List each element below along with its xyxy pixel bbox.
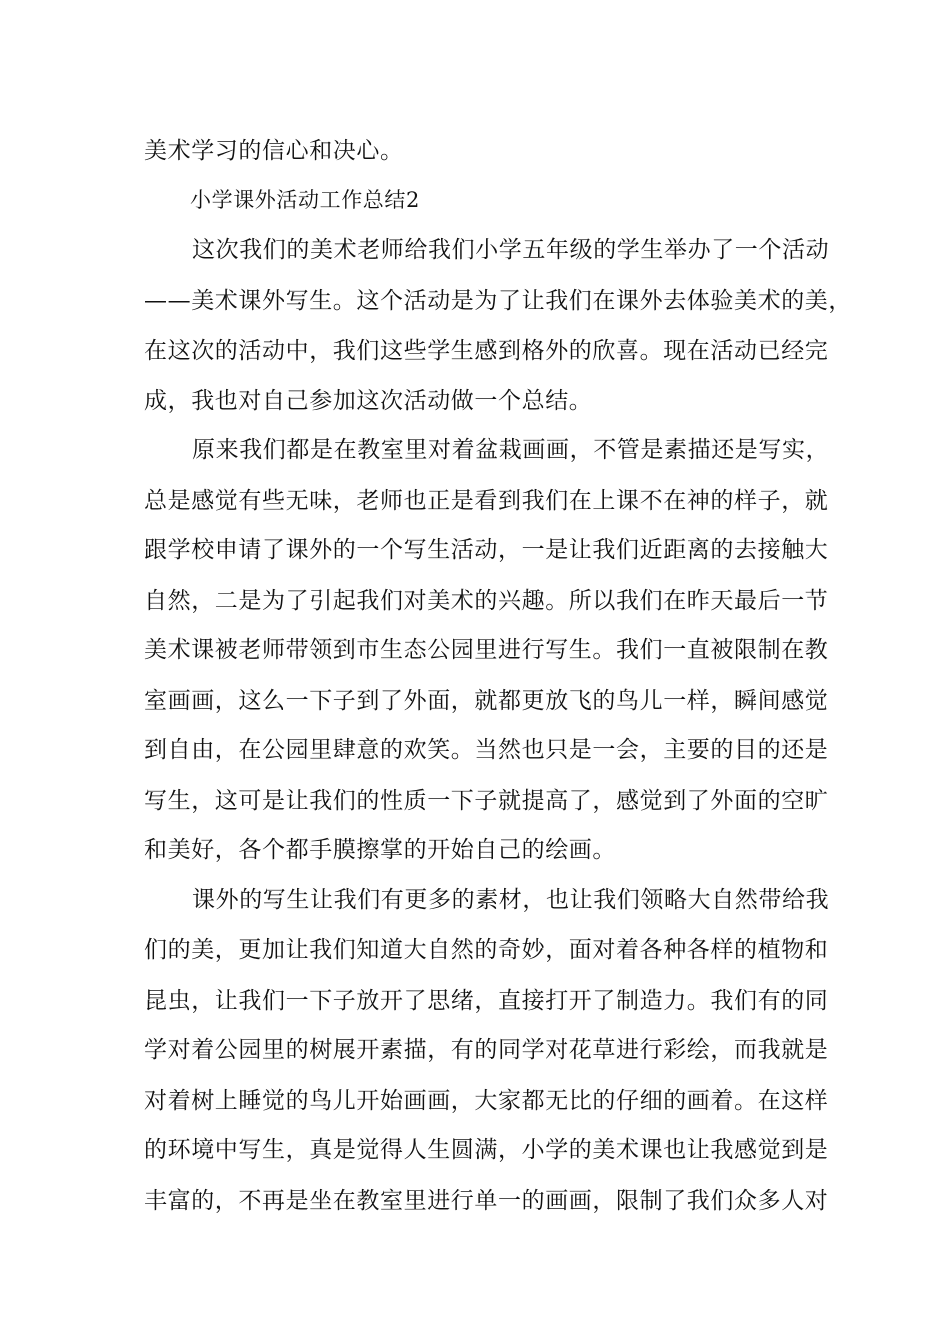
text-line: 学对着公园里的树展开素描，有的同学对花草进行彩绘，而我就是 (144, 1037, 829, 1063)
text-line: 这次我们的美术老师给我们小学五年级的学生举办了一个活动 (192, 237, 830, 263)
text-line: 丰富的，不再是坐在教室里进行单一的画画，限制了我们众多人对 (144, 1188, 829, 1214)
text-line: 对着树上睡觉的鸟儿开始画画，大家都无比的仔细的画着。在这样 (144, 1088, 829, 1114)
text-line: 成，我也对自己参加这次活动做一个总结。 (144, 388, 593, 414)
text-line: 室画画，这么一下子到了外面，就都更放飞的鸟儿一样，瞬间感觉 (144, 688, 829, 714)
text-line: 原来我们都是在教室里对着盆栽画画，不管是素描还是写实， (192, 437, 830, 463)
text-line: 跟学校申请了课外的一个写生活动，一是让我们近距离的去接触大 (144, 537, 829, 563)
text-line: 和美好，各个都手膜擦掌的开始自己的绘画。 (144, 837, 616, 863)
text-line: 总是感觉有些无味，老师也正是看到我们在上课不在神的样子，就 (144, 488, 829, 514)
text-line: 在这次的活动中，我们这些学生感到格外的欣喜。现在活动已经完 (144, 338, 829, 364)
text-line: 自然，二是为了引起我们对美术的兴趣。所以我们在昨天最后一节 (144, 588, 829, 614)
text-line: 美术课被老师带领到市生态公园里进行写生。我们一直被限制在教 (144, 637, 829, 663)
text-line: 到自由，在公园里肆意的欢笑。当然也只是一会，主要的目的还是 (144, 737, 829, 763)
text-line: 昆虫，让我们一下子放开了思绪，直接打开了制造力。我们有的同 (144, 988, 829, 1014)
text-line: 写生，这可是让我们的性质一下子就提高了，感觉到了外面的空旷 (144, 788, 829, 814)
text-line: 美术学习的信心和决心。 (144, 138, 404, 164)
text-line: 的环境中写生，真是觉得人生圆满，小学的美术课也让我感觉到是 (144, 1137, 829, 1163)
section-heading: 小学课外活动工作总结2 (190, 188, 420, 212)
text-line: 们的美，更加让我们知道大自然的奇妙，面对着各种各样的植物和 (144, 937, 829, 963)
text-line: ——美术课外写生。这个活动是为了让我们在课外去体验美术的美， (144, 288, 852, 314)
text-line: 课外的写生让我们有更多的素材，也让我们领略大自然带给我 (192, 887, 830, 913)
